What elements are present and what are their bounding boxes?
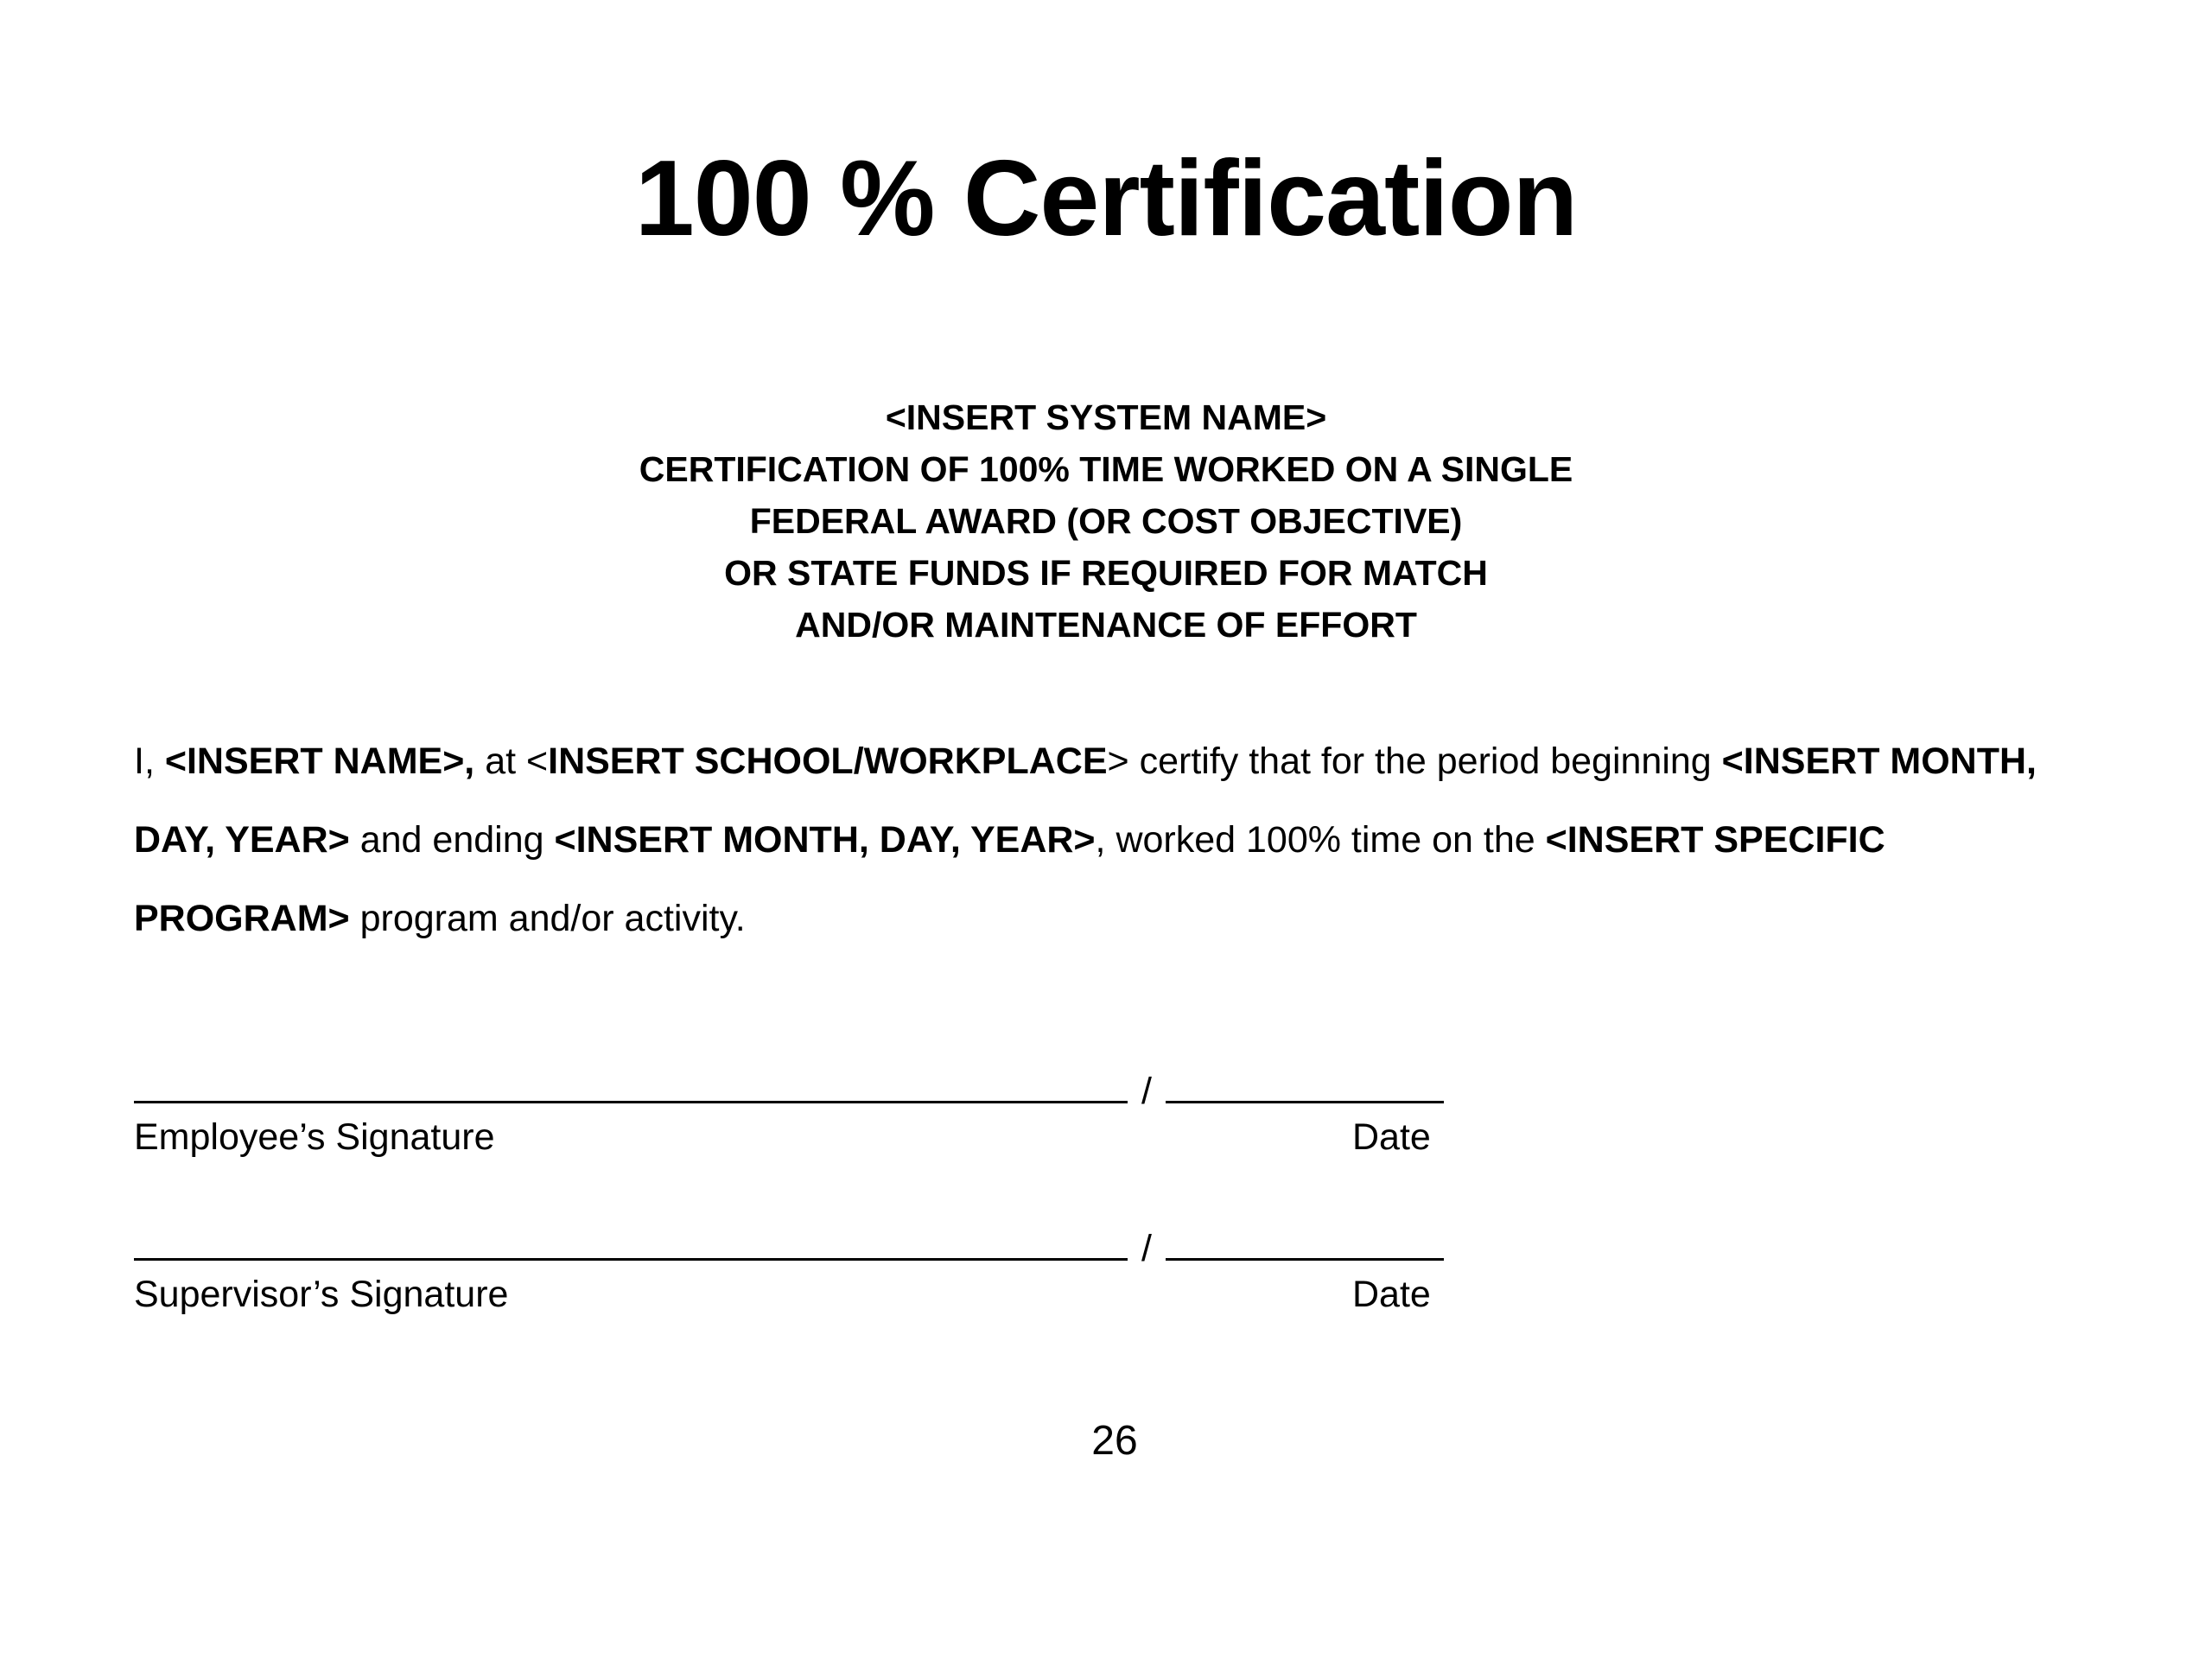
certification-heading <box>0 391 2212 651</box>
heading-line-maintenance: AND/OR MAINTENANCE OF EFFORT <box>795 605 1417 645</box>
body-text: I, <box>134 741 165 782</box>
placeholder-workplace: INSERT SCHOOL/WORKPLACE <box>548 741 1108 782</box>
employee-date-field[interactable] <box>1166 1065 1444 1103</box>
placeholder-program: <INSERT SPECIFIC <box>1545 819 1885 861</box>
page-title: 100 % Certification <box>634 139 1578 258</box>
page-number: 26 <box>1091 1418 1138 1464</box>
body-text: and ending <box>349 819 555 861</box>
body-text: program and/or activity. <box>349 898 746 939</box>
supervisor-signature-label: Supervisor’s Signature <box>134 1274 509 1315</box>
placeholder-start-date: <INSERT MONTH, <box>1721 741 2037 782</box>
body-text: at < <box>474 741 549 782</box>
supervisor-signature-field[interactable] <box>134 1222 1128 1261</box>
supervisor-signature-line <box>134 1222 1444 1274</box>
supervisor-date-label: Date <box>1352 1274 1431 1315</box>
employee-signature-field[interactable] <box>134 1065 1128 1103</box>
heading-line-state-funds: OR STATE FUNDS IF REQUIRED FOR MATCH <box>724 553 1488 593</box>
heading-line-system-name: <INSERT SYSTEM NAME> <box>885 397 1327 437</box>
body-text-line-3 <box>134 893 746 944</box>
heading-line-federal-award: FEDERAL AWARD (OR COST OBJECTIVE) <box>749 501 1463 541</box>
body-text-line-1 <box>134 735 2037 787</box>
signature-separator: / <box>1141 1228 1152 1269</box>
employee-signature-label: Employee’s Signature <box>134 1116 495 1158</box>
signature-separator: / <box>1141 1071 1152 1112</box>
body-text-line-2 <box>134 814 1885 866</box>
heading-line-certification: CERTIFICATION OF 100% TIME WORKED ON A SINGLE <box>639 449 1573 489</box>
placeholder-name: <INSERT NAME>, <box>164 741 475 782</box>
employee-signature-line <box>134 1065 1444 1117</box>
placeholder-end-date: <INSERT MONTH, DAY, YEAR> <box>554 819 1096 861</box>
placeholder-start-date-cont: DAY, YEAR> <box>134 819 350 861</box>
body-text: , worked 100% time on the <box>1095 819 1546 861</box>
placeholder-program-cont: PROGRAM> <box>134 898 350 939</box>
supervisor-date-field[interactable] <box>1166 1222 1444 1261</box>
employee-date-label: Date <box>1352 1116 1431 1158</box>
body-text: > certify that for the period beginning <box>1107 741 1722 782</box>
